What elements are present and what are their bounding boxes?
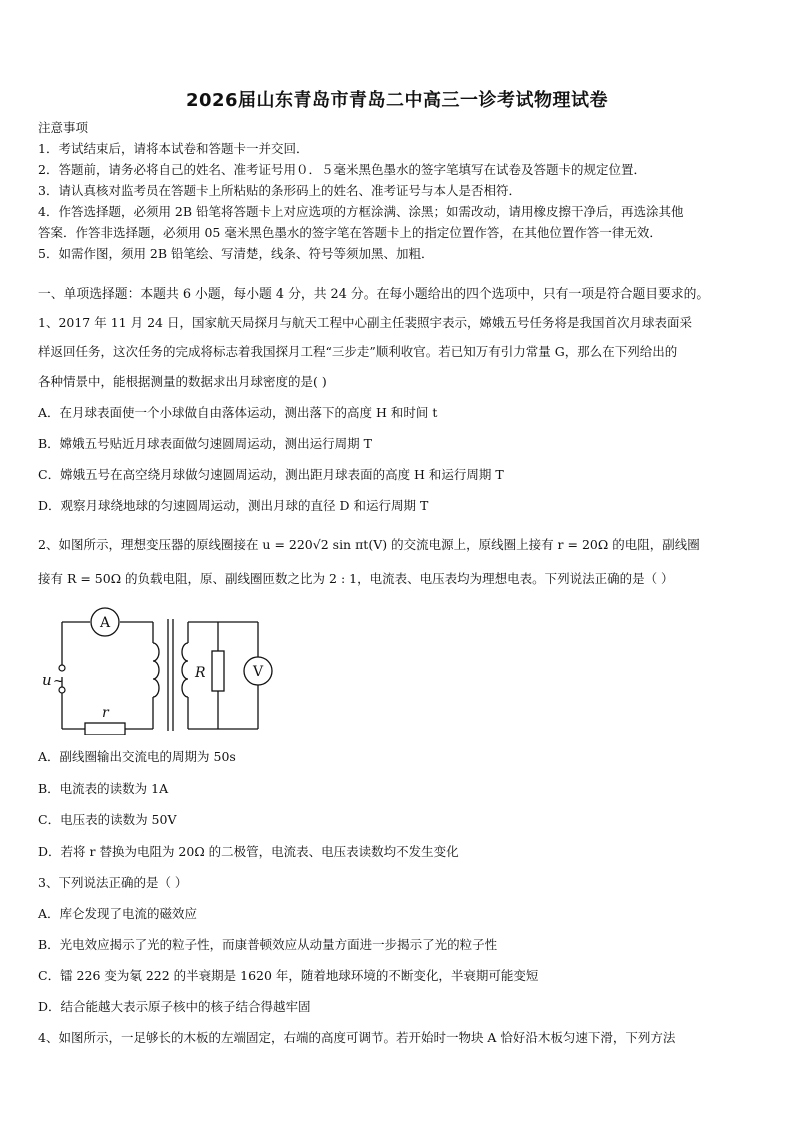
notice-item-2: 2．答题前，请务必将自己的姓名、准考证号用０．５毫米黑色墨水的签字笔填写在试卷及答题卡的规定位置． [38,162,646,177]
q2-stem-line-2: 接有 R = 50Ω 的负载电阻，原、副线圈匝数之比为 2 : 1，电流表、电压表均为理想电表。下列说法正确的是（ ） [38,571,674,586]
resistor-R-label: R [195,665,206,681]
q3-option-c: C．镭 226 变为氡 222 的半衰期是 1620 年，随着地球环境的不断变化，半衰期可能变短 [38,968,539,983]
q3-option-a: A．库仑发现了电流的磁效应 [38,906,198,921]
resistor-r [85,723,125,735]
q1-stem-line-3: 各种情景中，能根据测量的数据求出月球密度的是( ) [38,374,327,389]
voltmeter-label: V [252,664,264,680]
notice-item-3: 3．请认真核对监考员在答题卡上所粘贴的条形码上的姓名、准考证号与本人是否相符． [38,183,521,198]
q2-option-b: B．电流表的读数为 1A [38,781,169,796]
notice-item-5: 5．如需作图，须用 2B 铅笔绘、写清楚，线条、符号等须加黑、加粗． [38,246,434,261]
notice-item-4: 4．作答选择题，必须用 2B 铅笔将答题卡上对应选项的方框涂满、涂黑；如需改动，请用橡皮擦干净后，再选涂其他 [38,204,684,219]
q3-option-d: D．结合能越大表示原子核中的核子结合得越牢固 [38,999,311,1014]
source-terminal-top [59,665,65,671]
notice-item-1: 1．考试结束后，请将本试卷和答题卡一并交回． [38,141,309,156]
q2-option-a: A．副线圈输出交流电的周期为 50s [38,749,236,764]
q1-stem-line-1: 1、2017 年 11 月 24 日，国家航天局探月与航天工程中心副主任裴照宇表示，嫦娥五号任务将是我国首次月球表面采 [38,315,692,330]
q4-stem: 4、如图所示，一足够长的木板的左端固定，右端的高度可调节。若开始时一物块 A 恰好沿木板匀速下滑，下列方法 [38,1030,676,1045]
transformer-circuit-diagram [40,605,280,735]
q2-option-c: C．电压表的读数为 50V [38,812,177,827]
q1-stem-line-2: 样返回任务，这次任务的完成将标志着我国探月工程“三步走”顺利收官。若已知万有引力常量 G，那么在下列给出的 [38,344,678,359]
ammeter-label: A [99,615,111,631]
notice-item-4-cont: 答案．作答非选择题，必须用 05 毫米黑色墨水的签字笔在答题卡上的指定位置作答，在其他位置作答一律无效． [38,225,662,240]
q2-stem-line-1: 2、如图所示，理想变压器的原线圈接在 u = 220√2 sin πt(V) 的交流电源上，原线圈上接有 r = 20Ω 的电阻，副线圈 [38,537,700,552]
page-title: 2026届山东青岛市青岛二中高三一诊考试物理试卷 [185,90,609,111]
section-heading: 一、单项选择题：本题共 6 小题，每小题 4 分，共 24 分。在每小题给出的四个选项中，只有一项是符合题目要求的。 [38,287,710,302]
q1-option-a: A．在月球表面使一个小球做自由落体运动，测出落下的高度 H 和时间 t [38,405,438,420]
q3-stem: 3、下列说法正确的是（ ） [38,875,188,890]
resistor-R [212,651,224,691]
q1-option-c: C．嫦娥五号在高空绕月球做匀速圆周运动，测出距月球表面的高度 H 和运行周期 T [38,467,504,482]
source-label: u [42,671,52,689]
q2-option-d: D．若将 r 替换为电阻为 20Ω 的二极管，电流表、电压表读数均不发生变化 [38,844,459,859]
q3-option-b: B．光电效应揭示了光的粒子性，而康普顿效应从动量方面进一步揭示了光的粒子性 [38,937,498,952]
q1-option-b: B．嫦娥五号贴近月球表面做匀速圆周运动，测出运行周期 T [38,436,372,451]
q1-option-d: D．观察月球绕地球的匀速圆周运动，测出月球的直径 D 和运行周期 T [38,498,429,513]
ac-symbol: ~ [53,674,64,689]
notice-heading: 注意事项 [38,120,89,135]
resistor-r-label: r [102,705,109,721]
